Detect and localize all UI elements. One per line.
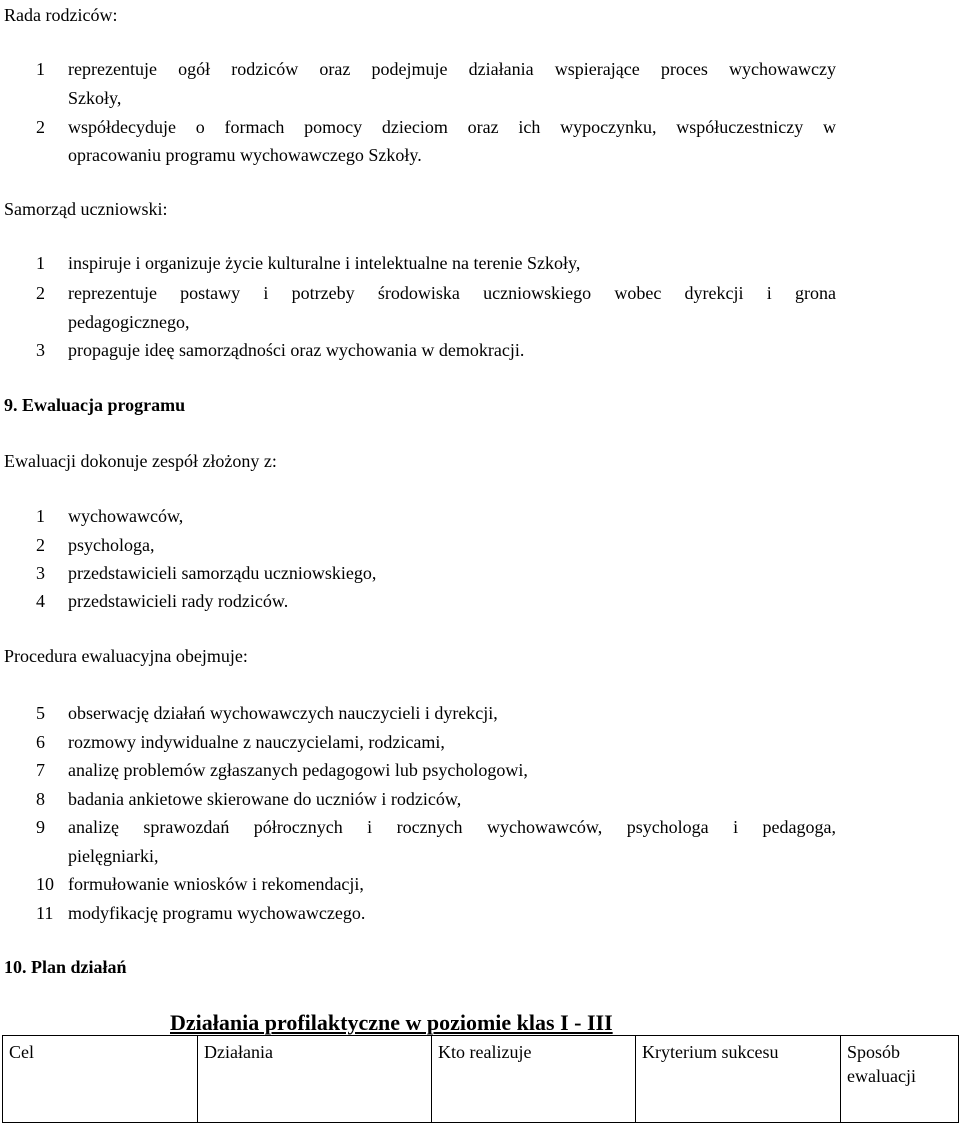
procedure-item-8-text: badania ankietowe skierowane do uczniów i rodziców,	[68, 789, 462, 809]
team-item-3-text: przedstawicieli samorządu uczniowskiego,	[68, 563, 377, 583]
procedure-item-10-text: formułowanie wniosków i rekomendacji,	[68, 874, 364, 894]
rada-item-2-line-1: współdecyduje o formach pomocy dzieciom oraz ich wypoczynku, współuczestniczy w	[68, 117, 836, 137]
procedure-item-11-number: 11	[36, 903, 54, 923]
samorzad-item-3-line-1: propaguje ideę samorządności oraz wychowania w demokracji.	[68, 340, 525, 360]
procedure-item-8-number: 8	[36, 789, 45, 809]
procedure-item-11-text: modyfikację programu wychowawczego.	[68, 903, 366, 923]
samorzad-item-1-line-1: inspiruje i organizuje życie kulturalne i intelektualne na terenie Szkoły,	[68, 253, 581, 273]
column-header-kto-realizuje: Kto realizuje	[432, 1036, 636, 1123]
procedure-item-5-text: obserwację działań wychowawczych nauczycieli i dyrekcji,	[68, 703, 498, 723]
ewaluacja-intro: Ewaluacji dokonuje zespół złożony z:	[4, 451, 277, 471]
team-item-2-number: 2	[36, 535, 45, 555]
column-header-dzialania: Działania	[198, 1036, 432, 1123]
rada-item-2-number: 2	[36, 117, 45, 137]
samorzad-item-2-line-1: reprezentuje postawy i potrzeby środowiska uczniowskiego wobec dyrekcji i grona	[68, 283, 836, 303]
procedure-intro: Procedura ewaluacyjna obejmuje:	[4, 646, 248, 666]
rada-item-1-line-2: Szkoły,	[68, 88, 122, 108]
team-item-1-number: 1	[36, 506, 45, 526]
procedure-item-6-number: 6	[36, 732, 45, 752]
rada-item-1-number: 1	[36, 59, 45, 79]
procedure-item-6-text: rozmowy indywidualne z nauczycielami, rodzicami,	[68, 732, 445, 752]
rada-item-1-line-1: reprezentuje ogół rodziców oraz podejmuje działania wspierające proces wychowawczy	[68, 59, 836, 79]
samorzad-item-1-number: 1	[36, 253, 45, 273]
section-9-title: 9. Ewaluacja programu	[4, 395, 186, 415]
procedure-item-7-number: 7	[36, 760, 45, 780]
plan-table	[2, 1035, 959, 1123]
plan-table-header-row	[3, 1036, 959, 1123]
procedure-item-10-number: 10	[36, 874, 54, 894]
column-header-kryterium-sukcesu: Kryterium sukcesu	[636, 1036, 841, 1123]
rada-heading: Rada rodziców:	[4, 5, 118, 25]
rada-item-2-line-2: opracowaniu programu wychowawczego Szkoły.	[68, 145, 422, 165]
procedure-item-9-line-2: pielęgniarki,	[68, 846, 159, 866]
team-item-3-number: 3	[36, 563, 45, 583]
samorzad-item-2-number: 2	[36, 283, 45, 303]
column-header-cel: Cel	[3, 1036, 198, 1123]
procedure-item-9-number: 9	[36, 817, 45, 837]
column-header-sposob-ewaluacji: Sposób ewaluacji	[841, 1036, 959, 1123]
team-item-4-text: przedstawicieli rady rodziców.	[68, 591, 289, 611]
procedure-item-5-number: 5	[36, 703, 45, 723]
samorzad-item-2-line-2: pedagogicznego,	[68, 312, 190, 332]
table-title: Działania profilaktyczne w poziomie klas I - III	[170, 1010, 613, 1035]
procedure-item-9-line-1: analizę sprawozdań półrocznych i rocznych wychowawców, psychologa i pedagoga,	[68, 817, 836, 837]
procedure-item-7-text: analizę problemów zgłaszanych pedagogowi lub psychologowi,	[68, 760, 528, 780]
samorzad-heading: Samorząd uczniowski:	[4, 199, 168, 219]
team-item-1-text: wychowawców,	[68, 506, 184, 526]
team-item-4-number: 4	[36, 591, 45, 611]
samorzad-item-3-number: 3	[36, 340, 45, 360]
team-item-2-text: psychologa,	[68, 535, 155, 555]
section-10-title: 10. Plan działań	[4, 957, 127, 977]
